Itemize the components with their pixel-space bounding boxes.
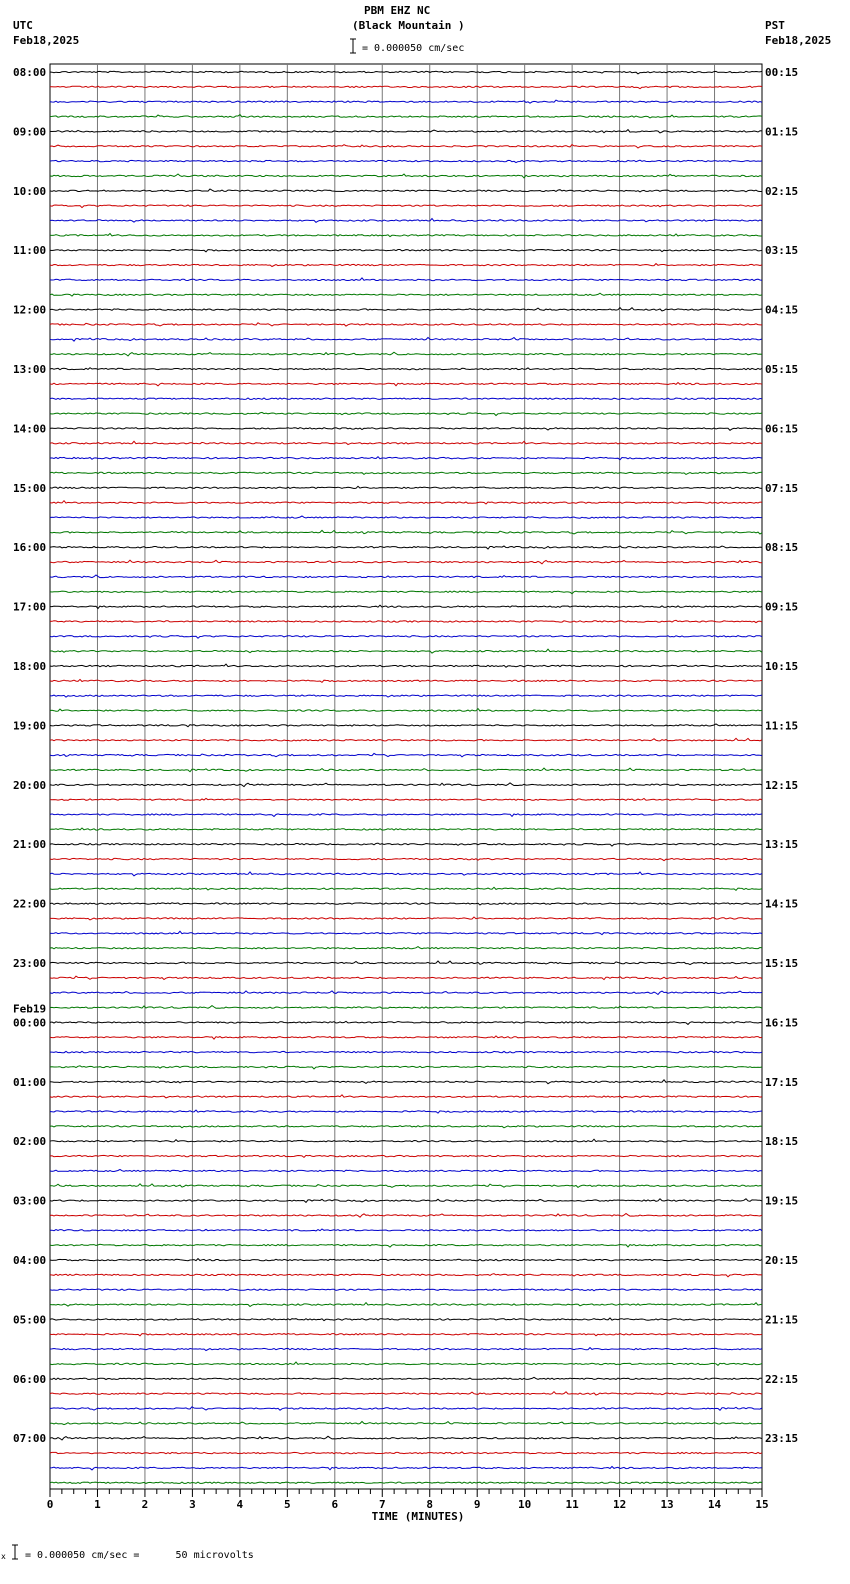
seismogram-trace	[50, 843, 762, 846]
seismogram-trace	[50, 1229, 762, 1231]
seismogram-trace	[50, 174, 762, 178]
footer-scale-text: = 0.000050 cm/sec = 50 microvolts	[25, 1550, 254, 1561]
seismogram-trace	[50, 858, 762, 860]
pst-hour-label: 22:15	[765, 1372, 799, 1386]
seismogram-trace	[50, 189, 762, 192]
pst-hour-label: 14:15	[765, 897, 799, 911]
date-change-label: Feb19	[13, 1002, 47, 1016]
footer-scale-bar-icon	[10, 1544, 20, 1560]
seismogram-trace	[50, 1126, 762, 1128]
seismogram-trace	[50, 1362, 762, 1365]
seismogram-trace	[50, 636, 762, 639]
x-tick-label: 5	[284, 1498, 291, 1511]
seismogram-trace	[50, 976, 762, 979]
utc-hour-label: 14:00	[13, 422, 47, 436]
pst-hour-label: 11:15	[765, 719, 799, 733]
seismogram-trace	[50, 278, 762, 281]
seismogram-trace	[50, 1051, 762, 1052]
seismogram-trace	[50, 352, 762, 356]
seismogram-trace	[50, 620, 762, 622]
x-tick-label: 0	[46, 1498, 54, 1511]
x-tick-label: 1	[94, 1498, 101, 1511]
seismogram-trace	[50, 1334, 762, 1336]
pst-hour-label: 07:15	[765, 481, 799, 495]
utc-hour-label: 07:00	[13, 1432, 47, 1446]
utc-hour-label: 16:00	[13, 541, 47, 555]
x-tick-label: 11	[565, 1498, 579, 1511]
seismogram-trace	[50, 160, 762, 162]
utc-hour-label: 22:00	[13, 897, 47, 911]
left-date: Feb18,2025	[13, 34, 80, 47]
seismogram-trace	[50, 1036, 762, 1039]
utc-hour-label: 02:00	[13, 1135, 47, 1149]
utc-hour-label: 18:00	[13, 660, 47, 673]
seismogram-trace	[50, 1095, 762, 1098]
seismogram-trace	[50, 931, 762, 934]
seismogram-trace	[50, 947, 762, 949]
x-tick-label: 14	[707, 1498, 722, 1511]
seismogram-trace	[50, 1006, 762, 1009]
seismogram-trace	[50, 249, 762, 251]
right-timezone: PST	[765, 19, 785, 32]
seismogram-trace	[50, 1080, 762, 1084]
utc-hour-label: 05:00	[13, 1313, 47, 1327]
pst-hour-label: 13:15	[765, 838, 799, 852]
utc-hour-label: 19:00	[13, 719, 47, 733]
utc-hour-label: 00:00	[13, 1016, 47, 1030]
pst-hour-label: 23:15	[765, 1432, 799, 1446]
seismogram-trace	[50, 308, 762, 311]
pst-hour-label: 03:15	[765, 244, 799, 258]
utc-hour-label: 12:00	[13, 303, 47, 317]
seismogram-trace	[50, 1482, 762, 1483]
utc-hour-label: 03:00	[13, 1194, 47, 1208]
utc-hour-label: 01:00	[13, 1075, 47, 1089]
pst-hour-label: 02:15	[765, 184, 799, 198]
utc-hour-label: 11:00	[13, 244, 47, 258]
pst-hour-label: 05:15	[765, 363, 799, 376]
pst-hour-label: 01:15	[765, 125, 799, 139]
scale-text: = 0.000050 cm/sec	[362, 43, 465, 54]
x-tick-label: 12	[612, 1498, 627, 1511]
utc-hour-label: 08:00	[13, 66, 47, 79]
right-date: Feb18,2025	[765, 34, 832, 47]
seismogram-trace	[50, 1452, 762, 1454]
seismogram-trace	[50, 115, 762, 118]
seismogram-trace	[50, 1274, 762, 1277]
seismogram-trace	[50, 86, 762, 89]
seismogram-trace	[50, 709, 762, 712]
pst-hour-label: 16:15	[765, 1016, 799, 1030]
utc-hour-label: 20:00	[13, 778, 47, 792]
pst-hour-label: 20:15	[765, 1254, 799, 1267]
seismogram-trace	[50, 1066, 762, 1069]
footer-marker: x	[1, 1552, 6, 1561]
seismogram-trace	[50, 516, 762, 518]
seismogram-trace	[50, 1021, 762, 1024]
x-tick-label: 8	[426, 1498, 434, 1511]
utc-hour-label: 06:00	[13, 1372, 47, 1386]
seismogram-trace	[50, 457, 762, 460]
seismogram-trace	[50, 530, 762, 534]
utc-hour-label: 09:00	[13, 125, 47, 139]
seismogram-trace	[50, 293, 762, 296]
seismogram-trace	[50, 738, 762, 741]
seismogram-trace	[50, 368, 762, 370]
seismogram-trace	[50, 991, 762, 995]
seismogram-trace	[50, 679, 762, 682]
seismogram-trace	[50, 887, 762, 890]
seismogram-trace	[50, 1244, 762, 1247]
seismogram-trace	[50, 130, 762, 133]
seismogram-trace	[50, 234, 762, 237]
seismogram-trace	[50, 768, 762, 772]
seismogram-trace	[50, 338, 762, 342]
station-title: PBM EHZ NC	[364, 4, 431, 17]
pst-hour-label: 21:15	[765, 1313, 799, 1327]
seismogram-trace	[50, 872, 762, 876]
seismogram-trace	[50, 560, 762, 564]
utc-hour-label: 13:00	[13, 363, 47, 376]
seismogram-trace	[50, 100, 762, 103]
utc-hour-label: 17:00	[13, 600, 47, 614]
seismogram-trace	[50, 828, 762, 830]
pst-hour-label: 18:15	[765, 1135, 799, 1149]
x-axis-label: TIME (MINUTES)	[371, 1510, 465, 1523]
seismogram-trace	[50, 428, 762, 431]
left-timezone: UTC	[13, 19, 33, 32]
utc-hour-label: 15:00	[13, 481, 47, 495]
seismogram-trace	[50, 798, 762, 800]
location-subtitle: (Black Mountain )	[352, 19, 465, 32]
seismogram-trace	[50, 575, 762, 578]
seismogram-trace	[50, 903, 762, 905]
x-tick-label: 3	[189, 1498, 196, 1511]
seismogram-trace	[50, 1436, 762, 1440]
seismogram-trace	[50, 814, 762, 817]
seismogram-trace	[50, 1214, 762, 1218]
seismogram-trace	[50, 1169, 762, 1171]
seismogram-trace	[50, 383, 762, 386]
seismogram-trace	[50, 1318, 762, 1321]
utc-hour-label: 10:00	[13, 184, 47, 198]
seismogram-trace	[50, 441, 762, 444]
seismogram-trace	[50, 1155, 762, 1157]
pst-hour-label: 15:15	[765, 957, 799, 970]
x-tick-label: 9	[473, 1498, 481, 1511]
pst-hour-label: 08:15	[765, 541, 799, 555]
seismogram-trace	[50, 917, 762, 920]
seismogram-trace	[50, 1110, 762, 1113]
x-tick-label: 7	[378, 1498, 386, 1511]
seismogram-trace	[50, 961, 762, 965]
seismogram-trace	[50, 1199, 762, 1203]
seismogram-trace	[50, 1407, 762, 1411]
pst-hour-label: 09:15	[765, 600, 799, 614]
pst-hour-label: 19:15	[765, 1194, 799, 1208]
seismogram-trace	[50, 1377, 762, 1379]
seismogram-trace	[50, 323, 762, 326]
seismogram-trace	[50, 1184, 762, 1188]
x-tick-label: 2	[141, 1498, 149, 1511]
seismogram-trace	[50, 205, 762, 208]
seismogram-trace	[50, 783, 762, 787]
seismogram-trace	[50, 1422, 762, 1425]
seismogram-trace	[50, 664, 762, 667]
seismogram-trace	[50, 695, 762, 697]
pst-hour-label: 00:15	[765, 66, 799, 79]
seismogram-trace	[50, 724, 762, 727]
seismogram-trace	[50, 1467, 762, 1470]
seismogram-trace	[50, 1348, 762, 1351]
seismogram-trace	[50, 398, 762, 399]
utc-hour-label: 23:00	[13, 957, 47, 970]
seismogram-trace	[50, 1139, 762, 1142]
x-tick-label: 6	[331, 1498, 339, 1511]
seismogram-trace	[50, 71, 762, 74]
seismogram-trace	[50, 1289, 762, 1291]
seismogram-trace	[50, 264, 762, 267]
seismogram-trace	[50, 472, 762, 474]
seismogram-trace	[50, 412, 762, 415]
seismogram-trace	[50, 145, 762, 149]
seismogram-trace	[50, 1259, 762, 1261]
seismogram-trace	[50, 219, 762, 223]
utc-hour-label: 04:00	[13, 1254, 47, 1267]
pst-hour-label: 17:15	[765, 1075, 799, 1089]
pst-hour-label: 10:15	[765, 660, 799, 673]
utc-hour-label: 21:00	[13, 838, 47, 852]
pst-hour-label: 06:15	[765, 422, 799, 436]
seismogram-trace	[50, 605, 762, 608]
x-tick-label: 10	[518, 1498, 532, 1511]
x-tick-label: 13	[660, 1498, 674, 1511]
seismogram-trace	[50, 649, 762, 653]
seismogram-trace	[50, 591, 762, 594]
x-tick-label: 4	[236, 1498, 244, 1511]
seismogram-trace	[50, 486, 762, 488]
pst-hour-label: 12:15	[765, 778, 799, 792]
seismogram-trace	[50, 1303, 762, 1307]
seismogram-trace	[50, 1392, 762, 1395]
seismogram-trace	[50, 546, 762, 549]
x-tick-label: 15	[755, 1498, 769, 1511]
seismogram-trace	[50, 501, 762, 504]
seismogram-trace	[50, 753, 762, 756]
pst-hour-label: 04:15	[765, 303, 799, 317]
